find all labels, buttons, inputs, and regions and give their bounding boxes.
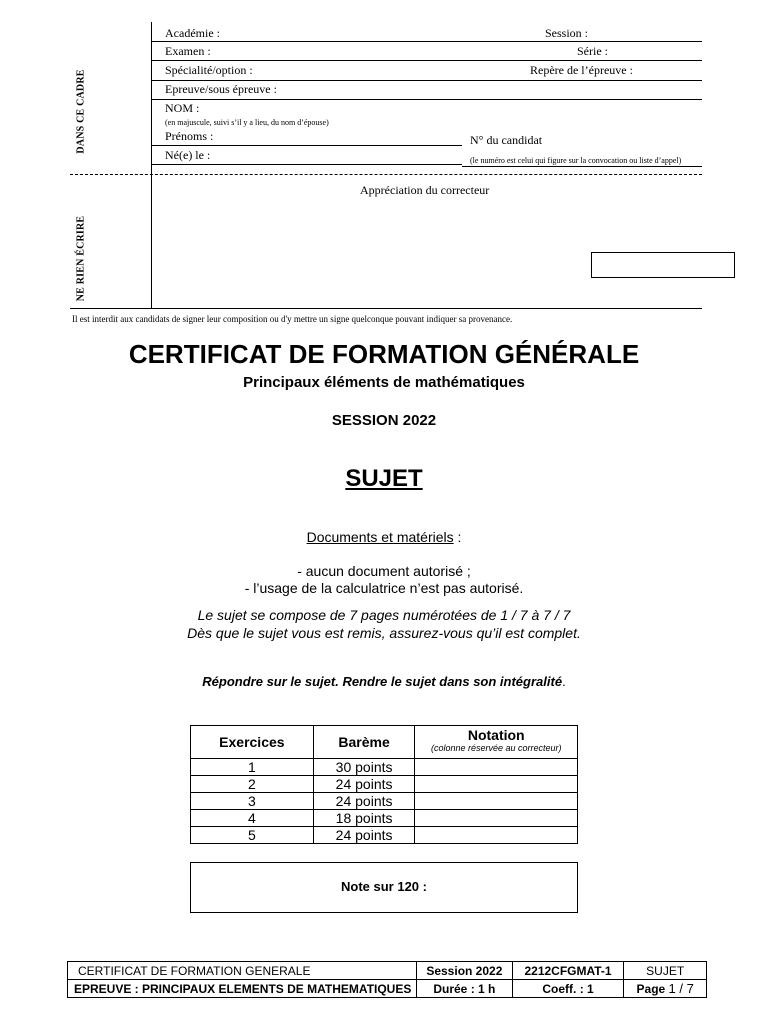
academie-label: Académie : bbox=[165, 26, 220, 40]
instruction bbox=[0, 674, 768, 689]
repere-label: Repère de l’épreuve : bbox=[530, 63, 633, 77]
col-bareme: Barème bbox=[313, 726, 415, 759]
doc-line-2: - l’usage de la calculatrice n’est pas autorisé. bbox=[244, 580, 524, 596]
sujet-text: SUJET bbox=[345, 465, 423, 492]
session-heading: SESSION 2022 bbox=[331, 412, 437, 429]
table-row bbox=[191, 776, 578, 793]
nom-label: NOM : bbox=[165, 101, 200, 115]
footer-duree: Durée : 1 h bbox=[416, 980, 512, 998]
appreciation-label: Appréciation du correcteur bbox=[360, 183, 490, 197]
documents-title: Documents et matériels bbox=[306, 529, 454, 545]
numero-note: (le numéro est celui qui figure sur la convocation ou liste d’appel) bbox=[470, 156, 682, 165]
info-line-2: Dès que le sujet vous est remis, assurez-vous qu’il est complet. bbox=[187, 625, 581, 641]
note-box[interactable] bbox=[190, 862, 578, 913]
exercise-number: 3 bbox=[191, 793, 314, 810]
side-label-bottom: NE RIEN ÉCRIRE bbox=[75, 215, 87, 302]
epreuve-label: Epreuve/sous épreuve : bbox=[165, 82, 277, 96]
col-notation-title: Notation bbox=[467, 727, 525, 743]
examen-label: Examen : bbox=[165, 44, 211, 58]
documents-heading bbox=[0, 529, 768, 545]
grade-box[interactable] bbox=[591, 252, 735, 278]
grading-table bbox=[190, 725, 578, 844]
footer-coeff: Coeff. : 1 bbox=[512, 980, 624, 998]
sujet-heading bbox=[0, 465, 768, 493]
specialite-label: Spécialité/option : bbox=[165, 63, 253, 77]
col-notation bbox=[415, 726, 578, 759]
numero-candidat-label: N° du candidat bbox=[470, 133, 543, 147]
footer-sujet: SUJET bbox=[624, 962, 707, 980]
documents-colon: : bbox=[453, 529, 462, 545]
notation-cell[interactable] bbox=[415, 827, 578, 844]
exercise-number: 5 bbox=[191, 827, 314, 844]
page-title: CERTIFICAT DE FORMATION GÉNÉRALE bbox=[128, 339, 640, 369]
notation-cell[interactable] bbox=[415, 759, 578, 776]
table-row bbox=[191, 759, 578, 776]
interdit-notice: Il est interdit aux candidats de signer leur composition ou d'y mettre un signe quelconque pouvant indiquer sa provenance. bbox=[72, 314, 513, 324]
note-label: Note sur 120 : bbox=[341, 879, 427, 894]
prenoms-label: Prénoms : bbox=[165, 129, 214, 143]
side-label-top: DANS CE CADRE bbox=[75, 69, 87, 154]
col-notation-note: (colonne réservée au correcteur) bbox=[430, 743, 562, 753]
instruction-period: . bbox=[562, 674, 566, 689]
notation-cell[interactable] bbox=[415, 810, 578, 827]
footer-cert: CERTIFICAT DE FORMATION GENERALE bbox=[68, 962, 417, 980]
table-row bbox=[191, 810, 578, 827]
footer-session: Session 2022 bbox=[416, 962, 512, 980]
notation-cell[interactable] bbox=[415, 793, 578, 810]
footer-page-value: 1 / 7 bbox=[668, 981, 694, 996]
instruction-text: Répondre sur le sujet. Rendre le sujet dans son intégralité bbox=[202, 674, 563, 689]
footer-page bbox=[624, 980, 707, 998]
exercise-number: 1 bbox=[191, 759, 314, 776]
page-subtitle: Principaux éléments de mathématiques bbox=[243, 374, 525, 391]
exercise-number: 4 bbox=[191, 810, 314, 827]
exercise-number: 2 bbox=[191, 776, 314, 793]
session-label: Session : bbox=[545, 26, 589, 40]
exercise-points: 24 points bbox=[313, 776, 415, 793]
info-line-1: Le sujet se compose de 7 pages numérotées de 1 / 7 à 7 / 7 bbox=[197, 607, 571, 623]
notation-cell[interactable] bbox=[415, 776, 578, 793]
table-row bbox=[191, 793, 578, 810]
footer-epreuve: EPREUVE : PRINCIPAUX ELEMENTS DE MATHEMATIQUES bbox=[68, 980, 417, 998]
nom-note: (en majuscule, suivi s’il y a lieu, du nom d’épouse) bbox=[165, 118, 329, 127]
footer-page-label: Page bbox=[636, 982, 666, 996]
serie-label: Série : bbox=[577, 44, 608, 58]
exercise-points: 24 points bbox=[313, 793, 415, 810]
exercise-points: 18 points bbox=[313, 810, 415, 827]
table-row bbox=[191, 827, 578, 844]
doc-line-1: - aucun document autorisé ; bbox=[297, 563, 471, 579]
exercise-points: 24 points bbox=[313, 827, 415, 844]
footer-table bbox=[67, 961, 707, 998]
footer-code: 2212CFGMAT-1 bbox=[512, 962, 624, 980]
exercise-points: 30 points bbox=[313, 759, 415, 776]
nee-le-label: Né(e) le : bbox=[165, 148, 211, 162]
col-exercices: Exercices bbox=[191, 726, 314, 759]
